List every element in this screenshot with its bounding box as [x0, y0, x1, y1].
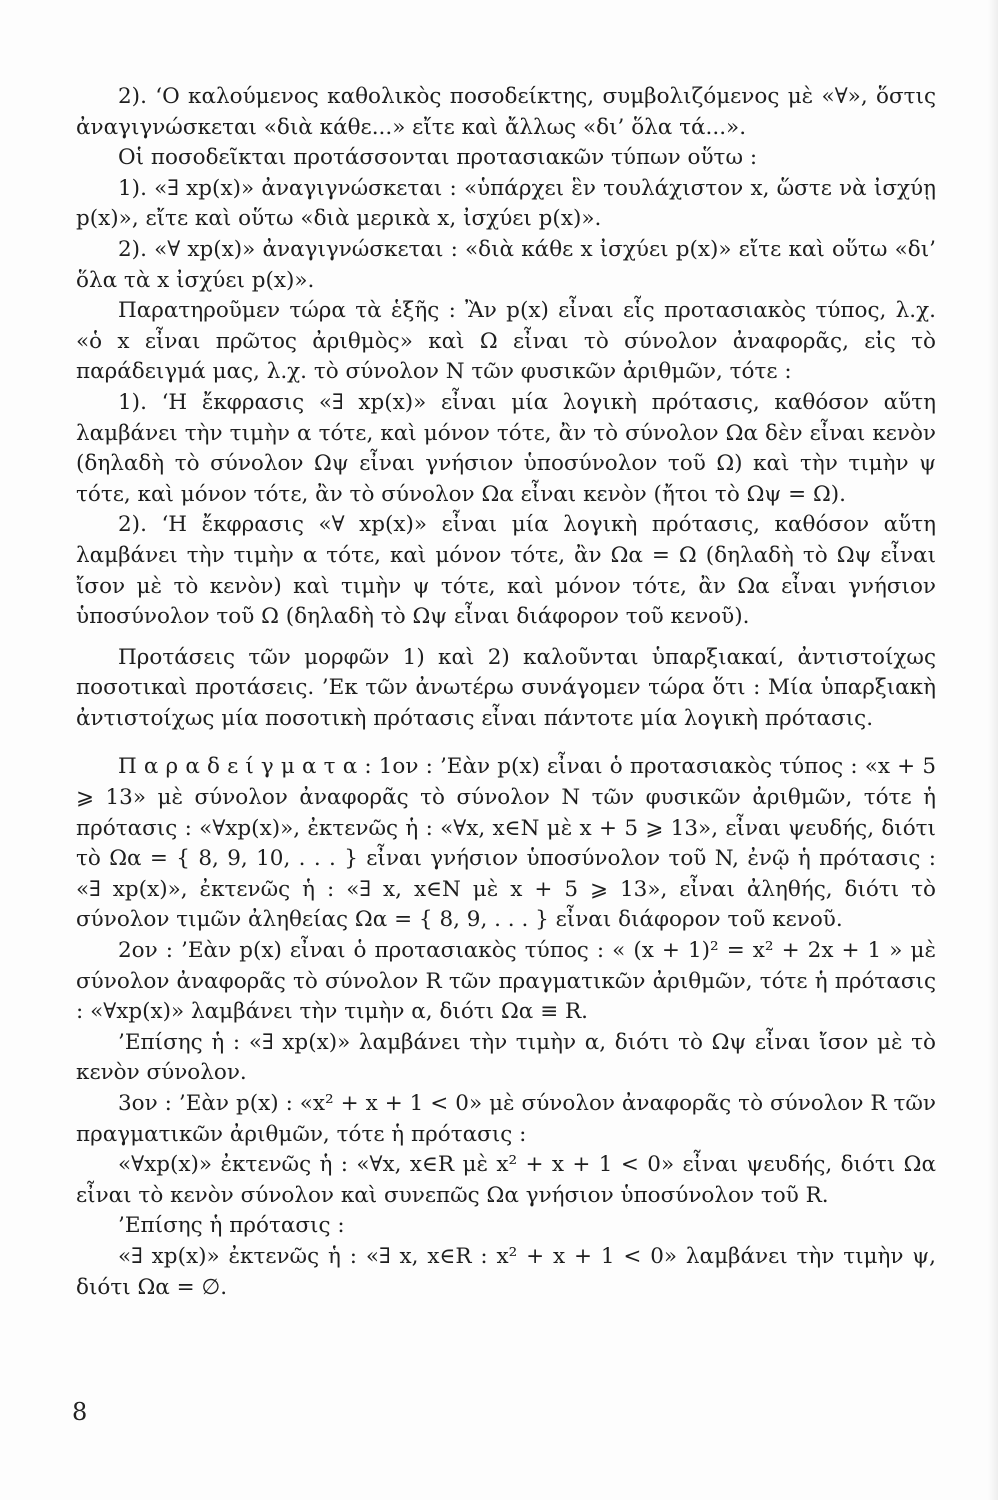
paragraph-universal-proposition: 2). ‘Η ἔκφρασις «∀ xp(x)» εἶναι μία λογικὴ πρότασις, καθόσον αὕτη λαμβάνει τὴν τιμὴν α τότε, καὶ μόνον τότε, ἂν Ωα = Ω (δηλαδὴ τὸ Ωψ εἶναι ἴσον μὲ τὸ κενὸν) καὶ τιμὴν ψ τότε, καὶ μόνον τότε, ἂν Ωα εἶναι γνήσιον ὑποσύνολον τοῦ Ω (δηλαδὴ τὸ Ωψ εἶναι διάφορον τοῦ κενοῦ).: [76, 512, 936, 630]
paragraph-universal-quantifier: 2). ‘Ο καλούμενος καθολικὸς ποσοδείκτης, συμβολιζόμενος μὲ «∀», ὅστις ἀναγιγνώσκεται «διὰ κάθε...» εἴτε καὶ ἄλλως «δι’ ὅλα τά...».: [76, 84, 936, 140]
body-text: [76, 82, 936, 1303]
paragraph-conclusion: Προτάσεις τῶν μορφῶν 1) καὶ 2) καλοῦνται ὑπαρξιακαί, ἀντιστοίχως ποσοτικαὶ προτάσεις. ’Εκ τῶν ἀνωτέρω συνάγομεν τώρα ὅτι : Μία ὑπαρξιακὴ ἀντιστοίχως μία ποσοτικὴ πρότασις εἶναι πάντοτε μία λογικὴ πρότασις.: [76, 644, 936, 731]
paragraph-existential-reading: 1). «∃ xp(x)» ἀναγιγνώσκεται : «ὑπάρχει ἓν τουλάχιστον x, ὥστε νὰ ἰσχύῃ p(x)», εἴτε καὶ οὕτω «διὰ μερικὰ x, ἰσχύει p(x)».: [76, 175, 936, 232]
paragraph-example-3: 3ον : ’Εὰν p(x) : «x² + x + 1 < 0» μὲ σύνολον ἀναφορᾶς τὸ σύνολον R τῶν πραγματικῶν ἀριθμῶν, τότε ἡ πρότασις :: [76, 1091, 936, 1147]
paragraph-example-2-also: ’Επίσης ἡ : «∃ xp(x)» λαμβάνει τὴν τιμὴν α, διότι τὸ Ωψ εἶναι ἴσον μὲ τὸ κενὸν σύνολον.: [76, 1029, 936, 1086]
page-number: 8: [72, 1398, 88, 1426]
paragraph-quantifiers-intro: Οἱ ποσοδεῖκται προτάσσονται προτασιακῶν τύπων οὕτω :: [118, 145, 758, 171]
page-edge-shadow: [988, 0, 998, 1500]
paragraph-observation: Παρατηροῦμεν τώρα τὰ ἑξῆς : Ἂν p(x) εἶναι εἷς προτασιακὸς τύπος, λ.χ. «ὁ x εἶναι πρῶτος ἀριθμὸς» καὶ Ω εἶναι τὸ σύνολον ἀναφορᾶς, εἰς τὸ παράδειγμά μας, λ.χ. τὸ σύνολον N τῶν φυσικῶν ἀριθμῶν, τότε :: [76, 298, 936, 385]
paragraph-example-3-universal: «∀xp(x)» ἐκτενῶς ἡ : «∀x, x∈R μὲ x² + x + 1 < 0» εἶναι ψευδής, διότι Ωα εἶναι τὸ κενὸν σύνολον καὶ συνεπῶς Ωα γνήσιον ὑποσύνολον τοῦ R.: [76, 1152, 936, 1208]
paragraph-example-3-also: ’Επίσης ἡ πρότασις :: [118, 1213, 345, 1239]
paragraph-universal-reading: 2). «∀ xp(x)» ἀναγιγνώσκεται : «διὰ κάθε x ἰσχύει p(x)» εἴτε καὶ οὕτω «δι’ ὅλα τὰ x ἰσχύει p(x)».: [76, 236, 936, 293]
paragraph-example-1: Π α ρ α δ ε ί γ μ α τ α : 1ον : ’Εὰν p(x) εἶναι ὁ προτασιακὸς τύπος : «x + 5 ⩾ 13» μὲ σύνολον ἀναφορᾶς τὸ σύνολον N τῶν φυσικῶν ἀριθμῶν, τότε ἡ πρότασις : «∀xp(x)», ἐκτενῶς ἡ : «∀x, x∈N μὲ x + 5 ⩾ 13», εἶναι ψευδής, διότι τὸ Ωα = { 8, 9, 10, . . . } εἶναι γνήσιον ὑποσύνολον τοῦ N, ἐνῷ ἡ πρότασις : «∃ xp(x)», ἐκτενῶς ἡ : «∃ x, x∈N μὲ x + 5 ⩾ 13», εἶναι ἀληθής, διότι τὸ σύνολον τιμῶν ἀληθείας Ωα = { 8, 9, . . . } εἶναι διάφορον τοῦ κενοῦ.: [76, 754, 936, 933]
paragraph-example-3-existential: «∃ xp(x)» ἐκτενῶς ἡ : «∃ x, x∈R : x² + x + 1 < 0» λαμβάνει τὴν τιμὴν ψ, διότι Ωα = ∅.: [76, 1243, 936, 1300]
paragraph-example-2: 2ον : ’Εὰν p(x) εἶναι ὁ προτασιακὸς τύπος : « (x + 1)² = x² + 2x + 1 » μὲ σύνολον ἀναφορᾶς τὸ σύνολον R τῶν πραγματικῶν ἀριθμῶν, τότε ἡ πρότασις : «∀xp(x)» λαμβάνει τὴν τιμὴν α, διότι Ωα ≡ R.: [76, 938, 936, 1025]
paragraph-existential-proposition: 1). ‘Η ἔκφρασις «∃ xp(x)» εἶναι μία λογικὴ πρότασις, καθόσον αὕτη λαμβάνει τὴν τιμὴν α τότε, καὶ μόνον τότε, ἂν τὸ σύνολον Ωα δὲν εἶναι κενὸν (δηλαδὴ τὸ σύνολον Ωψ εἶναι γνήσιον ὑποσύνολον τοῦ Ω) καὶ τὴν τιμὴν ψ τότε, καὶ μόνον τότε, ἂν τὸ σύνολον Ωα εἶναι κενὸν (ἤτοι τὸ Ωψ = Ω).: [76, 389, 936, 507]
